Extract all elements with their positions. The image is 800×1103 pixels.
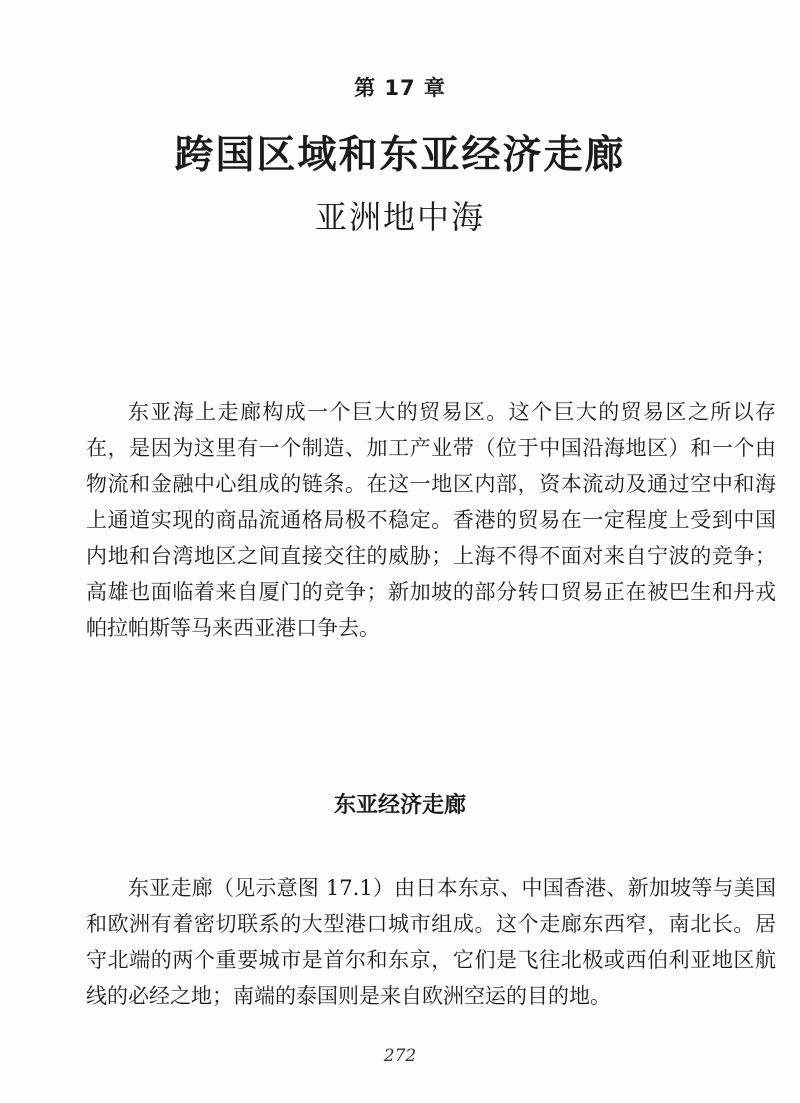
chapter-title: 跨国区域和东亚经济走廊 (174, 132, 626, 178)
page-number: 272 (383, 1046, 417, 1066)
section-heading: 东亚经济走廊 (333, 793, 466, 818)
body-paragraph-1: 东亚海上走廊构成一个巨大的贸易区。这个巨大的贸易区之所以存在，是因为这里有一个制造、加工产业带（位于中国沿海地区）和一个由物流和金融中心组成的链条。在这一地区内部，资本流动及通过空中和海上通道实现的商品流通格局极不稳定。香港的贸易在一定程度上受到中国内地和台湾地区之间直接交往的威胁；上海不得不面对来自宁波的竞争；高雄也面临着来自厦门的竞争；新加坡的部分转口贸易正在被巴生和丹戎帕拉帕斯等马来西亚港口争去。 (86, 400, 776, 640)
body-paragraph-2: 东亚走廊（见示意图 17.1）由日本东京、中国香港、新加坡等与美国和欧洲有着密切联系的大型港口城市组成。这个走廊东西窄，南北长。居守北端的两个重要城市是首尔和东京，它们是飞往北极或西伯利亚地区航线的必经之地；南端的泰国则是来自欧洲空运的目的地。 (86, 876, 776, 1008)
chapter-subtitle: 亚洲地中海 (314, 198, 485, 236)
chapter-label: 第 17 章 (354, 76, 446, 100)
